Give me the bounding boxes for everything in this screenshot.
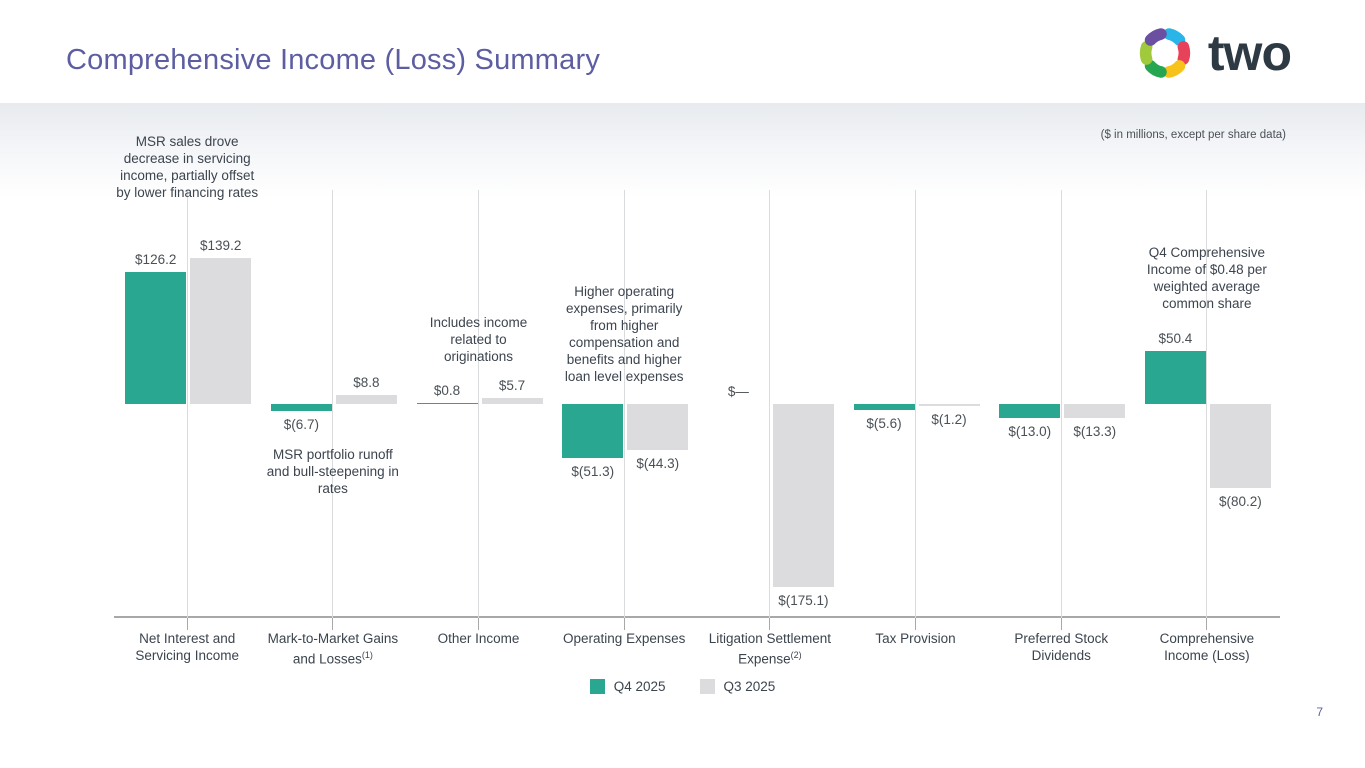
value-label: $(1.2) xyxy=(931,411,967,427)
two-pinwheel-logo-icon xyxy=(1134,22,1196,84)
bar-q4 xyxy=(271,404,332,411)
axis-tick xyxy=(915,618,916,630)
bar-q4 xyxy=(999,404,1060,418)
axis-tick xyxy=(1061,618,1062,630)
category-label: Preferred Stock Dividends xyxy=(1014,631,1109,663)
category-gridline xyxy=(1206,190,1207,618)
bar-chart xyxy=(114,190,1280,667)
legend-swatch-q3-icon xyxy=(700,679,715,694)
category-gridline xyxy=(1061,190,1062,618)
axis-tick xyxy=(769,618,770,630)
axis-tick xyxy=(478,618,479,630)
value-label: $50.4 xyxy=(1158,331,1193,347)
bar-q3 xyxy=(336,395,397,404)
value-label: $126.2 xyxy=(135,251,177,267)
page-title: Comprehensive Income (Loss) Summary xyxy=(66,44,601,76)
value-label: $0.8 xyxy=(433,382,461,398)
logo-wordmark: two xyxy=(1207,25,1291,81)
value-label: $8.8 xyxy=(353,374,380,390)
bar-q3 xyxy=(919,404,980,406)
axis-tick xyxy=(332,618,333,630)
bar-q4 xyxy=(562,404,623,458)
value-label: $(13.3) xyxy=(1073,423,1117,439)
axis-tick xyxy=(187,618,188,630)
value-label: $5.7 xyxy=(498,378,526,394)
value-label: $(44.3) xyxy=(636,456,680,472)
chart-annotation: Higher operating expenses, primarily from higher compensation and benefits and higher loan level expenses xyxy=(564,284,684,384)
bar-q3 xyxy=(773,404,834,587)
legend-item-q4 xyxy=(590,679,666,694)
header-gradient-band xyxy=(0,103,1365,198)
chart-annotation: Q4 Comprehensive Income of $0.48 per weighted average common share xyxy=(1146,245,1267,311)
value-label: $(6.7) xyxy=(283,417,319,432)
category-label: Comprehensive Income (Loss) xyxy=(1159,631,1255,663)
value-label: $(51.3) xyxy=(571,463,615,479)
units-note: ($ in millions, except per share data) xyxy=(1100,129,1286,141)
bar-q4 xyxy=(125,272,186,404)
legend-item-q3 xyxy=(700,679,776,694)
bar-q3 xyxy=(1210,404,1271,488)
bar-q3 xyxy=(482,398,543,404)
chart-legend xyxy=(0,679,1365,694)
category-gridline xyxy=(478,190,479,618)
category-gridline xyxy=(332,190,333,618)
value-label: $(80.2) xyxy=(1218,493,1262,509)
category-label: Mark-to-Market Gains and Losses$^{(1)}$ xyxy=(267,631,399,667)
chart-annotation: MSR portfolio runoff and bull-steepening in rates xyxy=(266,447,399,496)
value-label: $(13.0) xyxy=(1008,423,1052,439)
category-label: Litigation Settlement Expense$^{(2)}$ xyxy=(708,631,832,667)
legend-label-q4: Q4 2025 xyxy=(613,679,666,694)
legend-swatch-q4-icon xyxy=(590,679,605,694)
value-label: $(5.6) xyxy=(866,415,902,431)
category-label: Tax Provision xyxy=(875,631,956,646)
category-label: Operating Expenses xyxy=(563,631,686,646)
value-label: $(175.1) xyxy=(778,593,829,609)
category-label: Net Interest and Servicing Income xyxy=(135,631,239,663)
chart-annotation: Includes income related to originations xyxy=(429,315,528,364)
category-gridline xyxy=(624,190,625,618)
bar-q4 xyxy=(854,404,915,410)
bar-q3 xyxy=(1064,404,1125,418)
value-label: $— xyxy=(727,384,749,399)
bar-q3 xyxy=(190,258,251,404)
page-number: 7 xyxy=(1316,705,1323,719)
bar-q3 xyxy=(627,404,688,450)
category-gridline xyxy=(915,190,916,618)
chart-annotation: MSR sales drove decrease in servicing income, partially offset by lower financing rates xyxy=(116,134,259,200)
value-label: $139.2 xyxy=(200,238,242,254)
bar-q4 xyxy=(1145,351,1206,404)
axis-tick xyxy=(1206,618,1207,630)
bar-q4 xyxy=(417,403,478,405)
category-gridline xyxy=(769,190,770,618)
axis-tick xyxy=(624,618,625,630)
category-label: Other Income xyxy=(437,631,520,646)
company-logo xyxy=(1134,22,1291,84)
legend-label-q3: Q3 2025 xyxy=(723,679,776,694)
